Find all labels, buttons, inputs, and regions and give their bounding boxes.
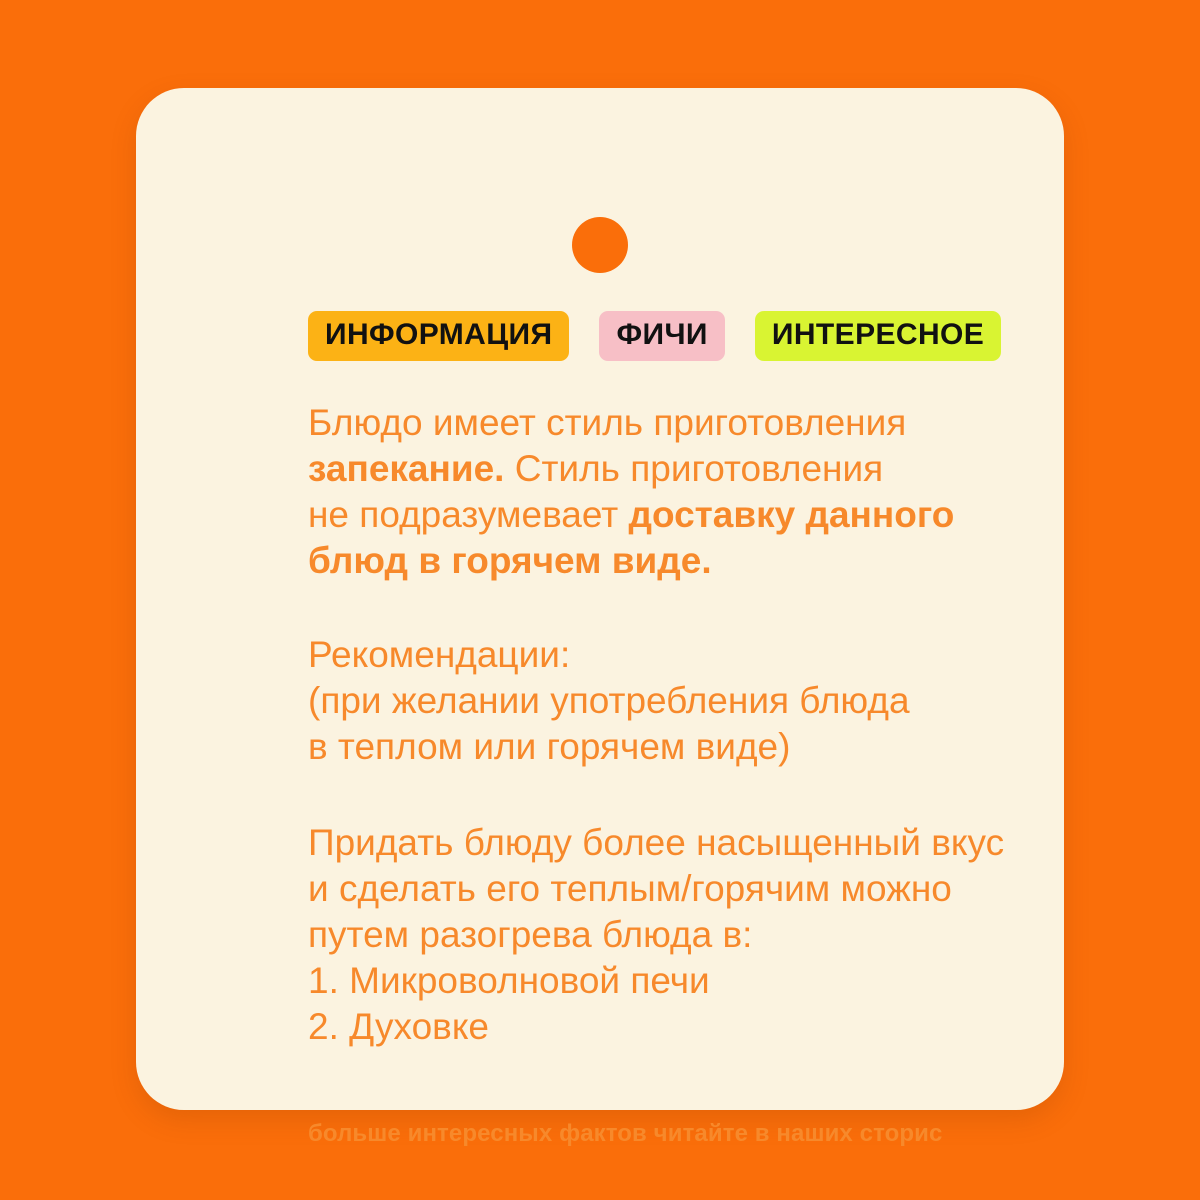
plain-text: путем разогрева блюда в: xyxy=(308,914,753,955)
paragraph-spacer xyxy=(308,770,1188,820)
plain-text: Блюдо имеет стиль приготовления xyxy=(308,402,907,443)
tag-chip[interactable]: ИНТЕРЕСНОЕ xyxy=(755,311,1001,361)
plain-text: Рекомендации: xyxy=(308,634,571,675)
plain-text: Придать блюду более насыщенный вкус xyxy=(308,822,1005,863)
tag-chip[interactable]: ИНФОРМАЦИЯ xyxy=(308,311,569,361)
paragraph-spacer xyxy=(308,584,1188,632)
tag-chip[interactable]: ФИЧИ xyxy=(599,311,724,361)
plain-text: в теплом или горячем виде) xyxy=(308,726,791,767)
emphasis-text: блюд в горячем виде. xyxy=(308,540,712,581)
plain-text: не подразумевает xyxy=(308,494,629,535)
body-paragraph xyxy=(308,632,1188,770)
plain-text: (при желании употребления блюда xyxy=(308,680,910,721)
body-paragraph xyxy=(308,400,1188,584)
tag-row xyxy=(308,311,1001,361)
punch-hole xyxy=(572,217,628,273)
plain-text: Стиль приготовления xyxy=(504,448,884,489)
body-paragraph xyxy=(308,820,1188,1050)
plain-text: 1. Микроволновой печи xyxy=(308,960,710,1001)
plain-text: и сделать его теплым/горячим можно xyxy=(308,868,952,909)
plain-text: 2. Духовке xyxy=(308,1006,490,1047)
footer-note: больше интересных фактов читайте в наших сторис xyxy=(308,1120,943,1147)
card-body xyxy=(308,400,1188,1050)
info-card xyxy=(136,88,1064,1147)
emphasis-text: доставку данного xyxy=(628,494,955,535)
emphasis-text: запекание. xyxy=(308,448,505,489)
